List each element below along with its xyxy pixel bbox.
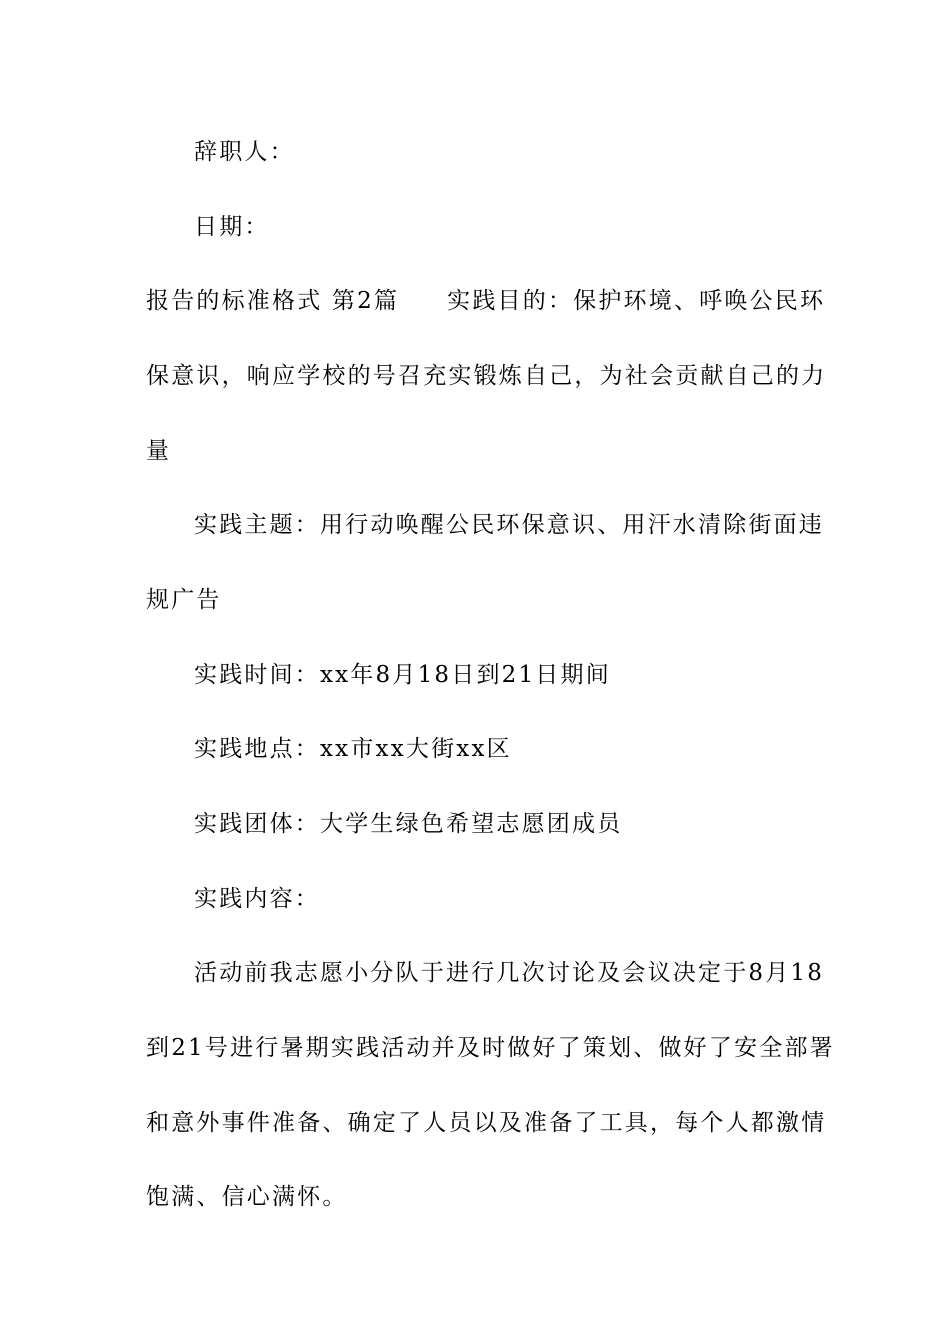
section-heading-line [146, 286, 826, 316]
content-paragraph-line-3: 和意外事件准备、确定了人员以及准备了工具，每个人都激情 [146, 1110, 827, 1136]
theme-line-1: 实践主题：用行动唤醒公民环保意识、用汗水清除街面违 [194, 512, 824, 538]
content-paragraph-line-2: 到21号进行暑期实践活动并及时做好了策划、做好了安全部署 [146, 1035, 835, 1061]
practice-content-label: 实践内容： [194, 886, 320, 912]
practice-location: 实践地点：xx市xx大街xx区 [194, 736, 512, 762]
resign-person-label: 辞职人： [194, 139, 295, 165]
practice-time: 实践时间：xx年8月18日到21日期间 [194, 662, 611, 688]
theme-line-2: 规广告 [146, 587, 222, 613]
section-heading: 报告的标准格式 第2篇 [146, 288, 400, 314]
purpose-text-start: 实践目的：保护环境、呼唤公民环 [447, 288, 826, 314]
purpose-line-3: 量 [146, 438, 172, 464]
date-label: 日期： [194, 214, 270, 240]
content-paragraph-line-1: 活动前我志愿小分队于进行几次讨论及会议决定于8月18 [194, 960, 825, 986]
purpose-line-2: 保意识，响应学校的号召充实锻炼自己，为社会贡献自己的力 [146, 363, 827, 389]
practice-group: 实践团体：大学生绿色希望志愿团成员 [194, 811, 623, 837]
content-paragraph-line-4: 饱满、信心满怀。 [146, 1184, 348, 1210]
